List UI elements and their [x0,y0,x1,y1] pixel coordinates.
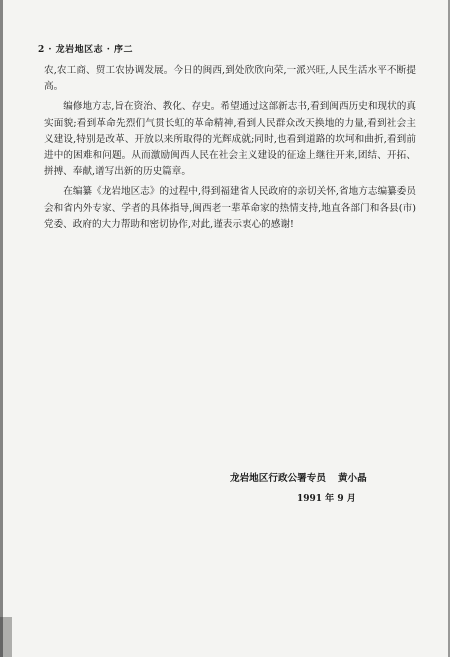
running-head: 2 · 龙岩地区志 · 序二 [38,45,134,55]
signature-line [230,471,367,487]
signature-name: 黄小晶 [337,473,367,484]
paragraph-purpose: 编修地方志,旨在资治、教化、存史。希望通过这部新志书,看到闽西历史和现状的真实面貌;看到革命先烈们气贯长虹的革命精神,看到人民群众改天换地的力量,看到社会主义建设,特别是改革、开放以来所取得的光辉成就;同时,也看到道路的坎坷和曲折,看到前进中的困难和问题。从而激励闽西人民在社会主义建设的征途上继往开来,团结、开拓、拼搏、奉献,谱写出新的历史篇章。 [44,101,416,178]
paragraph-acknowledgement: 在编纂《龙岩地区志》的过程中,得到福建省人民政府的亲切关怀,省地方志编纂委员会和省内外专家、学者的具体指导,闽西老一辈革命家的热情支持,地直各部门和各县(市)党委、政府的大力帮助和密切协作,对此,谨表示衷心的感谢! [44,186,416,230]
paragraph-continuation: 农,农工商、贸工农协调发展。今日的闽西,到处欣欣向荣,一派兴旺,人民生活水平不断提高。 [44,65,416,93]
body-text [44,63,416,237]
scan-edge-bottom [0,617,12,657]
scan-edge-left [0,0,3,657]
date: 1991 年 9 月 [297,494,356,504]
signature-title: 龙岩地区行政公署专员 [230,473,326,484]
